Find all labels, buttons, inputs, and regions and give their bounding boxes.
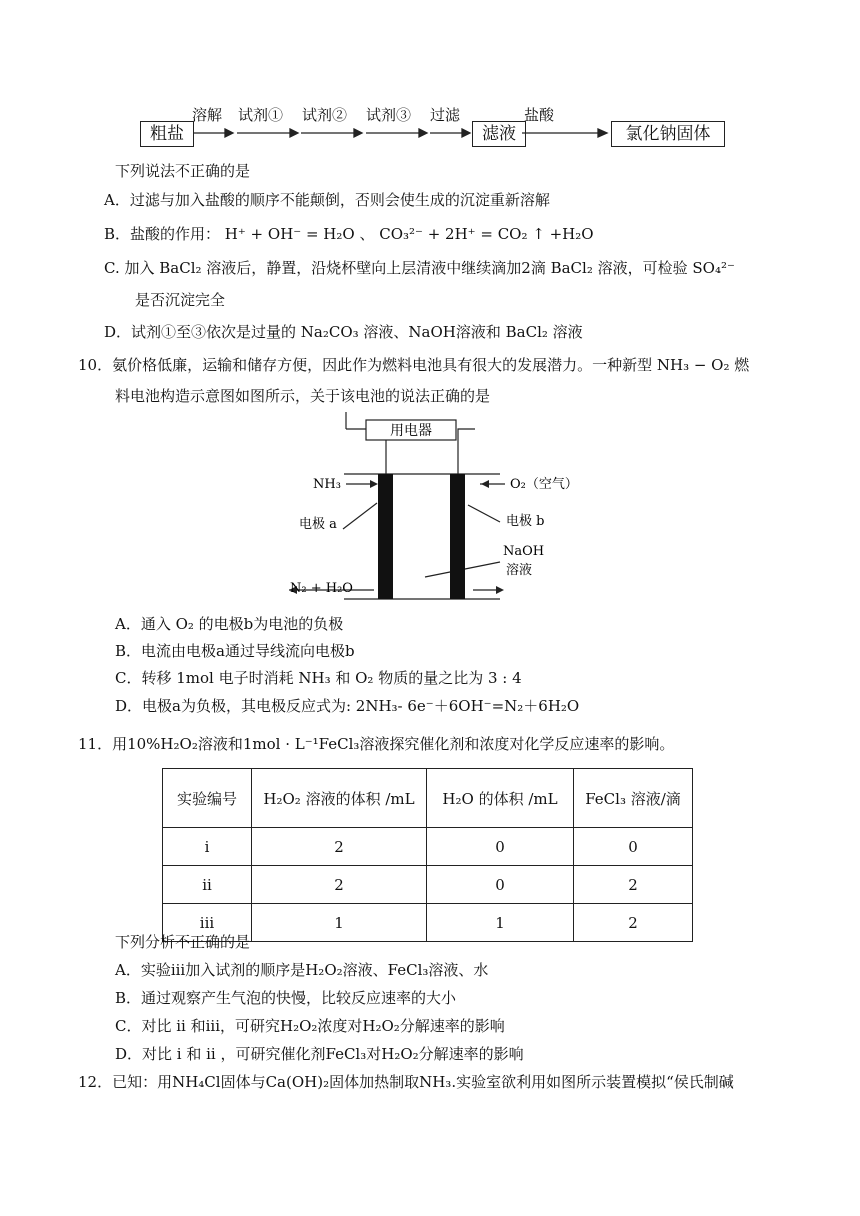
q10-option-a: A．通入 O₂ 的电极b为电池的负极 [115,615,344,633]
q10-option-c: C．转移 1mol 电子时消耗 NH₃ 和 O₂ 物质的量之比为 3 : 4 [115,669,522,687]
nh3-label: NH₃ [313,477,341,492]
flow-acid: 盐酸 [524,106,555,124]
flow-step-1: 溶解 [192,106,223,124]
q9-option-a: A．过滤与加入盐酸的顺序不能颠倒，否则会使生成的沉淀重新溶解 [104,191,550,209]
q10-option-b: B．电流由电极a通过导线流向电极b [115,642,355,660]
table-cell: 2 [574,866,693,904]
table-cell: 1 [252,904,427,942]
table-cell: 0 [574,828,693,866]
o2-label: O₂（空气） [510,477,578,492]
header-h2o2-volume: H₂O₂ 溶液的体积 /mL [252,769,427,828]
flow-step-3: 试剂② [302,106,348,124]
table-row [163,828,693,866]
flow-step-4: 试剂③ [366,106,412,124]
electrode-a-label: 电极 a [299,517,337,532]
q9-stem: 下列说法不正确的是 [115,162,251,180]
electrode-b-bar [450,474,465,599]
flow-end-label: 氯化钠固体 [625,124,711,144]
flow-step-5: 过滤 [430,106,461,124]
device-label: 用电器 [390,423,432,439]
fuel-cell-diagram [0,412,860,612]
q9-option-c-line2: 是否沉淀完全 [135,291,226,309]
q11-stem2: 下列分析不正确的是 [115,933,251,951]
flow-step-2: 试剂① [238,106,284,124]
table-row [163,866,693,904]
table-header-row [163,769,693,828]
q10-option-d: D．电极a为负极，其电极反应式为: 2NH₃- 6e⁻＋6OH⁻=N₂＋6H₂O [115,697,580,715]
experiment-table [162,768,693,942]
q12-stem-line1: 12．已知：用NH₄Cl固体与Ca(OH)₂固体加热制取NH₃.实验室欲利用如图所示装置模拟“侯氏制碱 [78,1073,734,1091]
q9-option-d: D．试剂①至③依次是过量的 Na₂CO₃ 溶液、NaOH溶液和 BaCl₂ 溶液 [104,323,583,341]
header-exp-id: 实验编号 [163,769,252,828]
flow-filtrate-label: 滤液 [482,124,516,144]
header-h2o-volume: H₂O 的体积 /mL [427,769,574,828]
q10-stem-line1: 10．氨价格低廉，运输和储存方便，因此作为燃料电池具有很大的发展潜力。一种新型 NH₃ − O₂ 燃 [78,356,750,374]
products-label: N₂ + H₂O [290,581,353,596]
flow-start-label: 粗盐 [150,124,184,144]
table-cell: 2 [252,866,427,904]
q9-option-c-line1: C. 加入 BaCl₂ 溶液后，静置，沿烧杯壁向上层清液中继续滴加2滴 BaCl₂ 溶液，可检验 SO₄²⁻ [104,259,735,277]
table-cell: iii [163,904,252,942]
solution-label: 溶液 [506,563,533,578]
q11-stem: 11．用10%H₂O₂溶液和1mol · L⁻¹FeCl₃溶液探究催化剂和浓度对化学反应速率的影响。 [78,735,675,753]
table-cell: 1 [427,904,574,942]
flow-arrows [0,0,860,160]
q11-option-c: C．对比 ii 和iii，可研究H₂O₂浓度对H₂O₂分解速率的影响 [115,1017,505,1035]
table-cell: 0 [427,866,574,904]
naoh-label: NaOH [503,544,545,559]
header-fecl3-drops: FeCl₃ 溶液/滴 [574,769,693,828]
table-cell: i [163,828,252,866]
q11-option-a: A．实验iii加入试剂的顺序是H₂O₂溶液、FeCl₃溶液、水 [115,961,489,979]
q11-option-d: D．对比 i 和 ii ，可研究催化剂FeCl₃对H₂O₂分解速率的影响 [115,1045,524,1063]
q9-option-b: B．盐酸的作用： H⁺ + OH⁻ = H₂O 、 CO₃²⁻ + 2H⁺ = CO₂ ↑ +H₂O [104,225,594,243]
table-cell: ii [163,866,252,904]
electrode-a-bar [378,474,393,599]
table-cell: 2 [574,904,693,942]
q11-option-b: B．通过观察产生气泡的快慢，比较反应速率的大小 [115,989,457,1007]
q10-stem-line2: 料电池构造示意图如图所示，关于该电池的说法正确的是 [115,387,491,405]
electrode-b-label: 电极 b [506,514,545,529]
table-cell: 2 [252,828,427,866]
table-cell: 0 [427,828,574,866]
